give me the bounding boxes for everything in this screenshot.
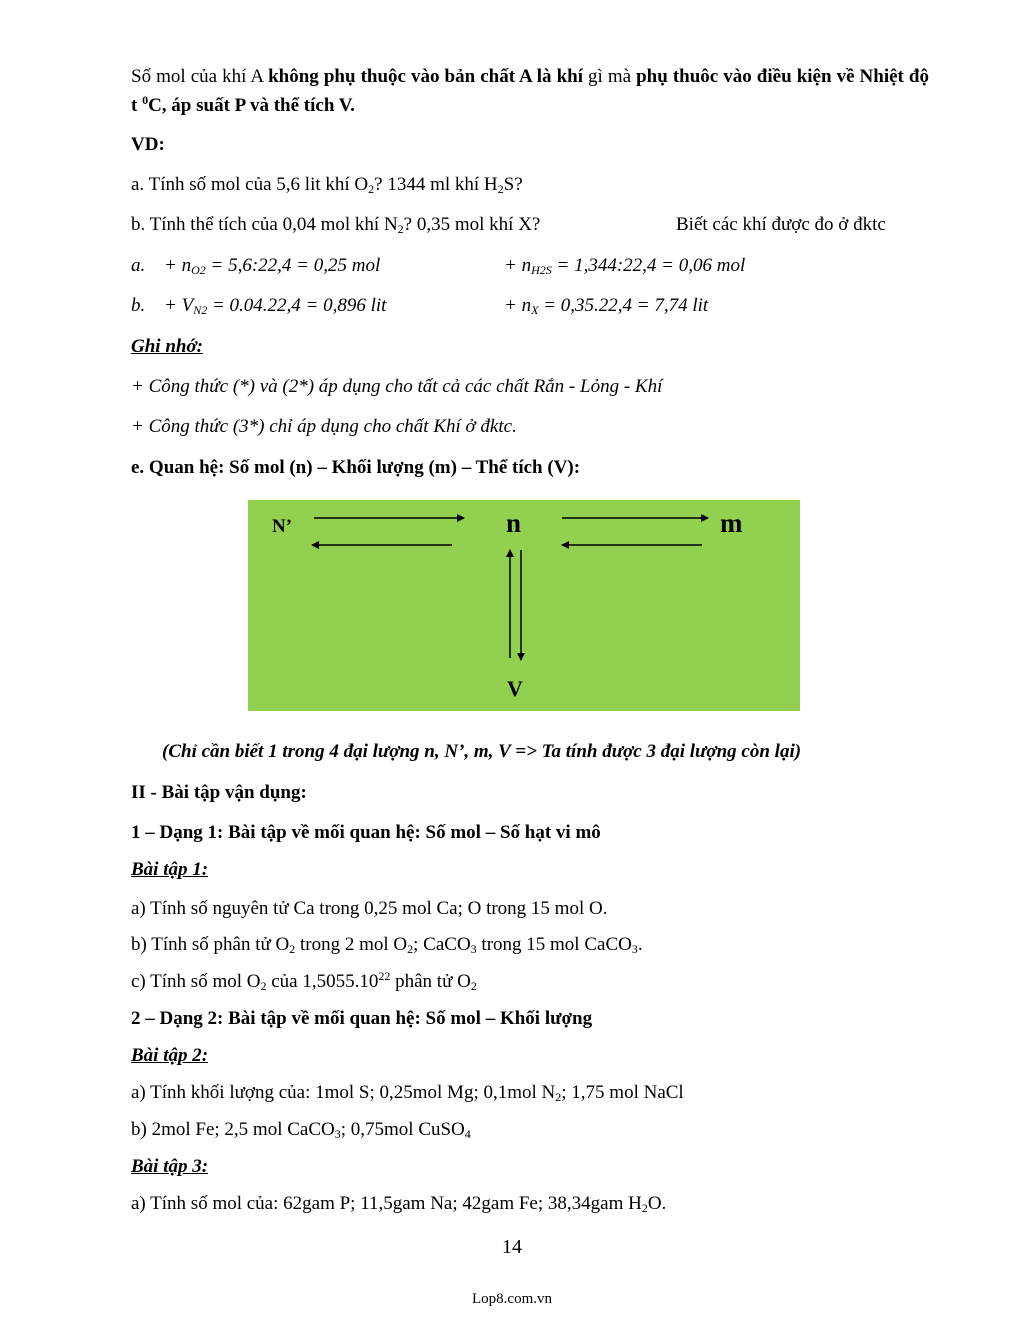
diagram-label-volume: V — [507, 676, 523, 701]
diagram-label-particles: N’ — [272, 516, 293, 537]
answer-a-2: + $n_{H2S}$ = 1,344:22,4 = 0,06 mol — [504, 255, 746, 277]
diagram-label-moles: n — [506, 508, 522, 538]
exercise-3-a: a) Tính số mol của: 62gam P; 11,5gam Na; 42gam Fe; 38,34gam $H_2O$. — [131, 1193, 667, 1215]
question-a: a. Tính số mol của 5,6 lit khí $O_2$? 1344 ml khí $H_2S$? — [131, 174, 523, 196]
answer-b-1: + $V_{N2} = 0.04.22,4 = 0,896$ lit — [164, 295, 387, 317]
exercise-2-b: b) 2mol Fe; 2,5 mol CaCO$_3$; 0,75mol CuSO$_4$ — [131, 1119, 471, 1141]
answer-a-label: a. — [131, 255, 146, 276]
intro-bold-3: C, áp suất P và thể tích V. — [148, 95, 355, 116]
page-number: 14 — [502, 1236, 522, 1258]
exercise-2-a: a) Tính khối lượng của: 1mol S; 0,25mol Mg; 0,1mol $N_2$; 1,75 mol NaCl — [131, 1082, 684, 1104]
intro-text-2: gì mà — [582, 66, 637, 87]
answer-b-2: + $n_X = 0,35.22,4 = 7,74$ lit — [504, 295, 709, 317]
intro-paragraph — [131, 62, 929, 120]
diagram-label-mass: m — [720, 508, 743, 538]
intro-bold-1: không phụ thuộc vào bản chất A là khí — [268, 66, 583, 87]
intro-text: Số mol của khí A — [131, 66, 269, 87]
exercise-1-title: Bài tập 1: — [131, 859, 209, 880]
example-label: VD: — [131, 134, 165, 155]
diagram-arrows — [248, 500, 800, 711]
note-line-2: + Công thức (3*) chỉ áp dụng cho chất Khí ở đktc. — [131, 416, 517, 437]
note-title: Ghi nhớ: — [131, 336, 203, 357]
intro-bold-2: phụ thuôc vào điều kiện về Nhiệt độ t — [131, 66, 929, 116]
exercise-3-title: Bài tập 3: — [131, 1156, 209, 1177]
summary-note: (Chỉ cần biết 1 trong 4 đại lượng n, N’, m, V => Ta tính được 3 đại lượng còn lại) — [162, 741, 802, 762]
section-2-heading: II - Bài tập vận dụng: — [131, 782, 307, 803]
answer-a-1: + $n_{O2}$ = 5,6:22,4 = 0,25 mol — [164, 255, 381, 277]
type-2-heading: 2 – Dạng 2: Bài tập về mối quan hệ: Số mol – Khối lượng — [131, 1008, 593, 1029]
section-e-heading: e. Quan hệ: Số mol (n) – Khối lượng (m) – Thể tích (V): — [131, 457, 581, 478]
exercise-1-a: a) Tính số nguyên tử Ca trong 0,25 mol Ca; O trong 15 mol O. — [131, 898, 608, 919]
exercise-2-title: Bài tập 2: — [131, 1045, 209, 1066]
degree-superscript: 0 — [142, 93, 149, 107]
note-line-1: + Công thức (*) và (2*) áp dụng cho tất cả các chất Rắn - Lỏng - Khí — [131, 376, 663, 397]
relationship-diagram — [248, 500, 800, 711]
type-1-heading: 1 – Dạng 1: Bài tập về mối quan hệ: Số mol – Số hạt vi mô — [131, 822, 601, 843]
stp-note: Biết các khí được đo ở đktc — [676, 214, 886, 235]
exercise-1-b: b) Tính số phân tử $O_2$ trong 2 mol $O_2$; CaCO$_3$ trong 15 mol CaCO$_3$. — [131, 934, 643, 956]
exercise-1-c: c) Tính số mol $O_2$ của 1,5055.10$^{22}$ phân tử $O_2$ — [131, 969, 477, 993]
question-b: b. Tính thể tích của 0,04 mol khí $N_2$? 0,35 mol khí X? — [131, 214, 541, 236]
footer-site: Lop8.com.vn — [472, 1291, 552, 1307]
answer-b-label: b. — [131, 295, 146, 316]
